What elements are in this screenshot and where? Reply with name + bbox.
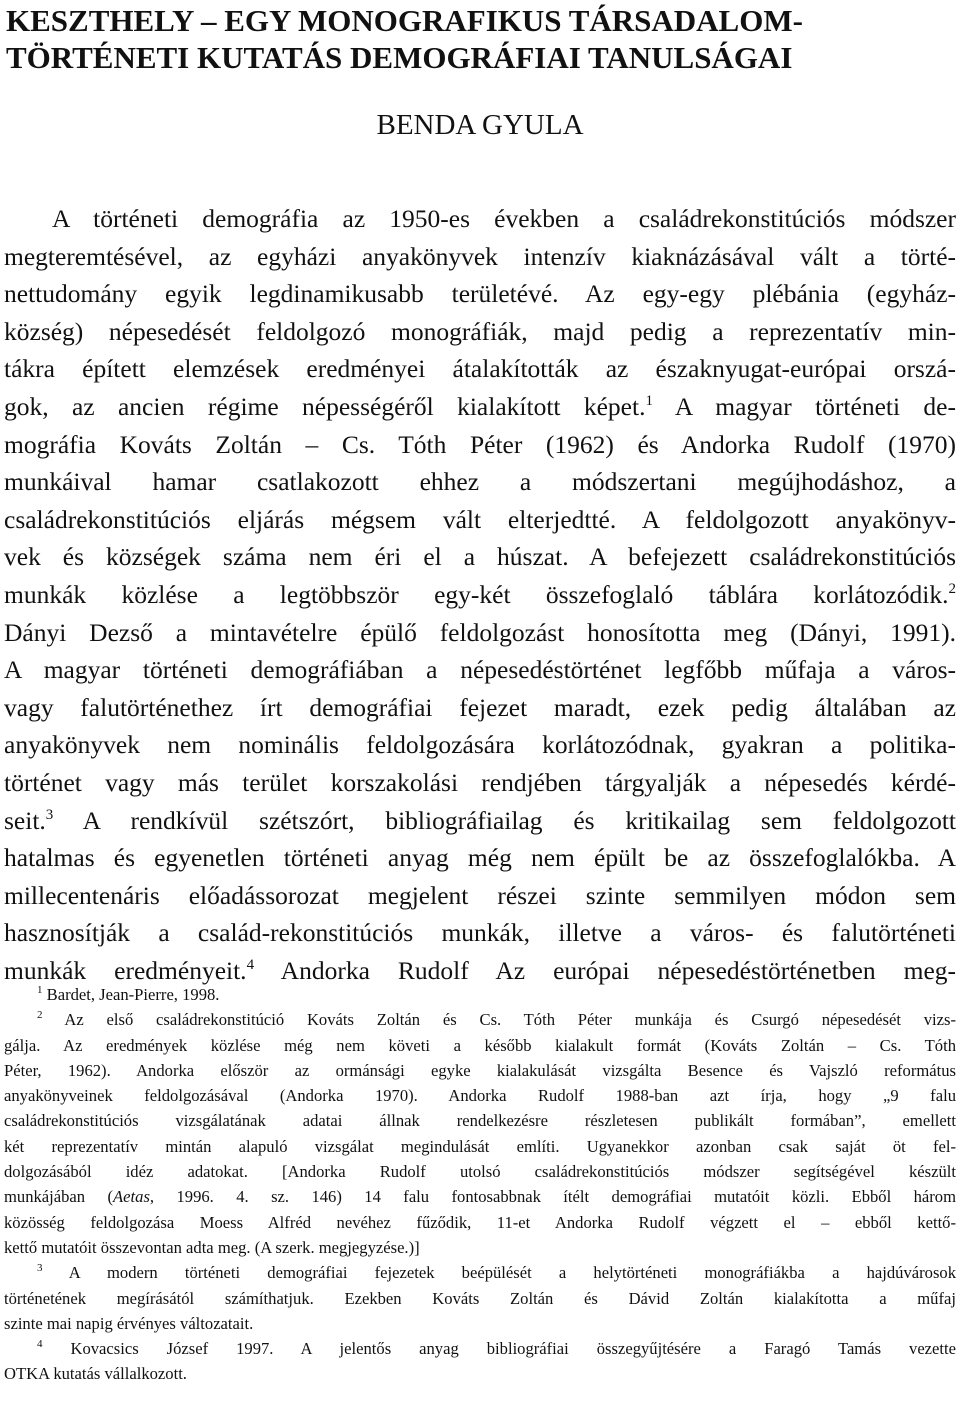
body-line <box>4 388 956 426</box>
footnote-line: kettő mutatóit összevontan adta meg. (A szerk. megjegyzése.)] <box>4 1237 420 1257</box>
body-line: anyakönyvek nem nominális feldolgozására korlátozódnak, gyakran a politika- <box>4 730 956 760</box>
author-name: BENDA GYULA <box>376 109 584 141</box>
footnote-text: Az első családrekonstitúció Kováts Zoltán és Cs. Tóth Péter munkája és Csurgó népesedését vizs- <box>42 1010 956 1030</box>
footnote-line: közösség feldolgozása Moess Alfréd nevéhez fűződik, 11-et Andorka Rudolf végzett el – ebből kettő- <box>4 1212 956 1232</box>
body-text: munkák eredményeit. <box>4 955 247 985</box>
body-text: A rendkívül szétszórt, bibliográfiailag és kritikailag sem feldolgozott <box>53 805 956 835</box>
body-text: Andorka Rudolf Az európai népesedéstörténetben meg- <box>254 955 957 985</box>
body-line: megteremtésével, az egyházi anyakönyvek intenzív kiaknázásával vált a törté- <box>4 241 956 271</box>
footnote-text: A modern történeti demográfiai fejezetek beépülését a helytörténeti monográfiákba a hajdúvárosok <box>42 1263 956 1283</box>
footnote-text: Kovacsics József 1997. A jelentős anyag bibliográfiai összegyűjtésére a Faragó Tamás vezette <box>42 1339 956 1359</box>
body-line: hatalmas és egyenetlen történeti anyag még nem épült be az összefoglalókba. A <box>4 843 956 873</box>
footnote-text: Bardet, Jean-Pierre, 1998. <box>42 985 220 1004</box>
footnote-line: szinte mai napig érvényes változatait. <box>4 1313 254 1333</box>
body-line: hasznosítják a család-rekonstitúciós munkák, illetve a város- és falutörténeti <box>4 918 956 948</box>
body-line: község) népesedését feldolgozó monográfiák, majd pedig a reprezentatív min- <box>4 316 956 346</box>
footnote-4 <box>4 1336 956 1361</box>
footnote-mark: 3 <box>37 1262 43 1275</box>
body-text: gok, az ancien régime népességéről kialakított képet. <box>4 391 646 421</box>
footnote-ref[interactable]: 3 <box>45 806 54 823</box>
body-line: mográfia Kováts Zoltán – Cs. Tóth Péter (1962) és Andorka Rudolf (1970) <box>4 429 956 459</box>
body-line <box>4 802 956 840</box>
footnote-line <box>4 1184 956 1209</box>
footnote-line: gálja. Az eredmények közlése még nem követi a később kialakult formát (Kováts Zoltán – Cs. Tóth <box>4 1035 956 1055</box>
body-line: tákra épített elemzések eredményei átalakították az északnyugat-európai orszá- <box>4 354 956 384</box>
title-line: TÖRTÉNETI KUTATÁS DEMOGRÁFIAI TANULSÁGAI <box>6 40 793 75</box>
body-paragraph <box>4 200 956 989</box>
footnote-line: két reprezentatív mintán alapuló vizsgálat megindulását említi. Ugyanekkor azonban csak saját öt fel- <box>4 1136 956 1156</box>
footnote-line: OTKA kutatás vállalkozott. <box>4 1364 187 1384</box>
body-line: családrekonstitúciós eljárás mégsem vált elterjedtté. A feldolgozott anyakönyv- <box>4 504 956 534</box>
body-text: seit. <box>4 805 46 835</box>
footnote-line: családrekonstitúciós vizsgálatának adatai állnak rendelkezésre részletesen publikált formában”, emellett <box>4 1111 956 1131</box>
footnote-line: Péter, 1962). Andorka először az ormánsági egyke kialakulását vizsgálta Besence és Vajszló református <box>4 1060 956 1080</box>
article-title <box>6 2 946 76</box>
footnote-2 <box>4 1007 956 1032</box>
body-line: történet vagy más terület korszakolási rendjében tárgyalják a népesedés kérdé- <box>4 767 956 797</box>
title-line: KESZTHELY – EGY MONOGRAFIKUS TÁRSADALOM- <box>6 3 803 38</box>
body-line: nettudomány egyik legdinamikusabb területévé. Az egy-egy plébánia (egyház- <box>4 279 956 309</box>
journal-title: Aetas <box>113 1187 150 1207</box>
footnote-mark: 4 <box>37 1338 43 1351</box>
body-text: A magyar történeti de- <box>652 391 956 421</box>
body-line <box>4 576 956 614</box>
footnote-ref[interactable]: 4 <box>246 956 255 973</box>
body-line: vek és községek száma nem éri el a húszat. A befejezett családrekonstitúciós <box>4 542 956 572</box>
footnote-text: , 1996. 4. sz. 146) 14 falu fontosabbnak ítélt demográfiai mutatóit közli. Ebből három <box>149 1187 956 1207</box>
body-line: munkáival hamar csatlakozott ehhez a módszertani megújhodáshoz, a <box>4 467 956 497</box>
body-line: vagy falutörténethez írt demográfiai fejezet maradt, ezek pedig általában az <box>4 692 956 722</box>
footnote-mark: 1 <box>37 984 43 996</box>
footnote-mark: 2 <box>37 1009 43 1022</box>
body-line: A történeti demográfia az 1950-es években a családrekonstitúciós módszer <box>52 204 956 233</box>
footnote-line: anyakönyveinek feldolgozásával (Andorka 1970). Andorka Rudolf 1988-ban azt írja, hogy „9 falu <box>4 1086 956 1106</box>
footnote-line: dolgozásából idéz adatokat. [Andorka Rudolf utolsó családrekonstitúciós módszer segítségével készült <box>4 1162 956 1182</box>
footnote-1 <box>4 982 956 1007</box>
footnote-line: történetének megírásától számíthatjuk. Ezekben Kováts Zoltán és Dávid Zoltán kialakította a műfaj <box>4 1288 956 1308</box>
footnote-text: munkájában ( <box>4 1187 114 1207</box>
body-line: millecentenáris előadássorozat megjelent részei szinte semmilyen módon sem <box>4 880 956 910</box>
footnote-ref[interactable]: 2 <box>948 580 956 597</box>
footnote-3 <box>4 1260 956 1285</box>
body-line: Dányi Dezső a mintavételre épülő feldolgozást honosította meg (Dányi, 1991). <box>4 617 956 647</box>
body-text: munkák közlése a legtöbbször egy-két összefoglaló táblára korlátozódik. <box>4 579 949 609</box>
footnotes <box>4 982 956 1387</box>
footnote-ref[interactable]: 1 <box>645 392 653 409</box>
body-line: A magyar történeti demográfiában a népesedéstörténet legfőbb műfaja a város- <box>4 655 956 685</box>
